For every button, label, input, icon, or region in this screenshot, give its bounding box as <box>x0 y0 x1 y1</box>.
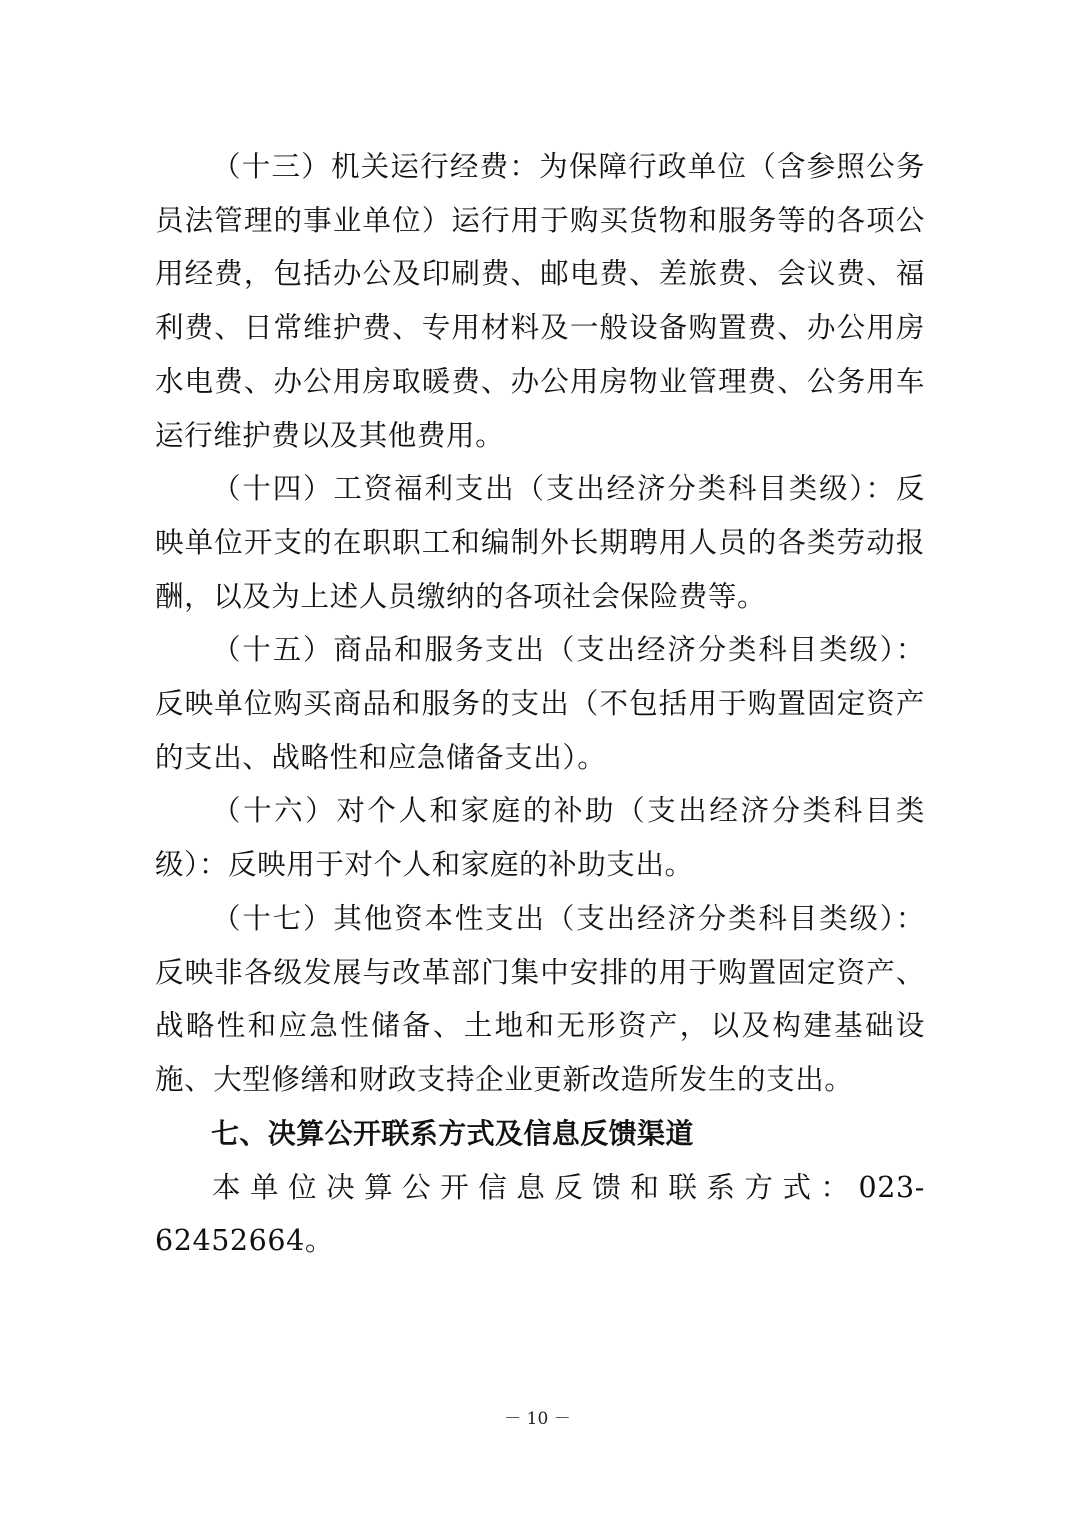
paragraph-item-15: （十五）商品和服务支出（支出经济分类科目类级）：反映单位购买商品和服务的支出（不包括用于购置固定资产的支出、战略性和应急储备支出）。 <box>155 633 925 774</box>
page-number: － 10 － <box>504 1409 571 1429</box>
contact-line: 本单位决算公开信息反馈和联系方式：023-62452664。 <box>155 1170 925 1258</box>
paragraph-item-17: （十七）其他资本性支出（支出经济分类科目类级）：反映非各级发展与改革部门集中安排的用于购置固定资产、战略性和应急性储备、土地和无形资产，以及构建基础设施、大型修缮和财政支持企业更新改造所发生的支出。 <box>155 901 925 1096</box>
document-body <box>155 140 925 1268</box>
paragraph-item-16: （十六）对个人和家庭的补助（支出经济分类科目类级）：反映用于对个人和家庭的补助支出。 <box>155 794 925 882</box>
section-heading: 七、决算公开联系方式及信息反馈渠道 <box>211 1116 694 1150</box>
paragraph-item-14: （十四）工资福利支出（支出经济分类科目类级）：反映单位开支的在职职工和编制外长期聘用人员的各类劳动报酬，以及为上述人员缴纳的各项社会保险费等。 <box>155 472 925 613</box>
paragraph-item-13: （十三）机关运行经费：为保障行政单位（含参照公务员法管理的事业单位）运行用于购买货物和服务等的各项公用经费，包括办公及印刷费、邮电费、差旅费、会议费、福利费、日常维护费、专用材料及一般设备购置费、办公用房水电费、办公用房取暖费、办公用房物业管理费、公务用车运行维护费以及其他费用。 <box>155 150 925 452</box>
